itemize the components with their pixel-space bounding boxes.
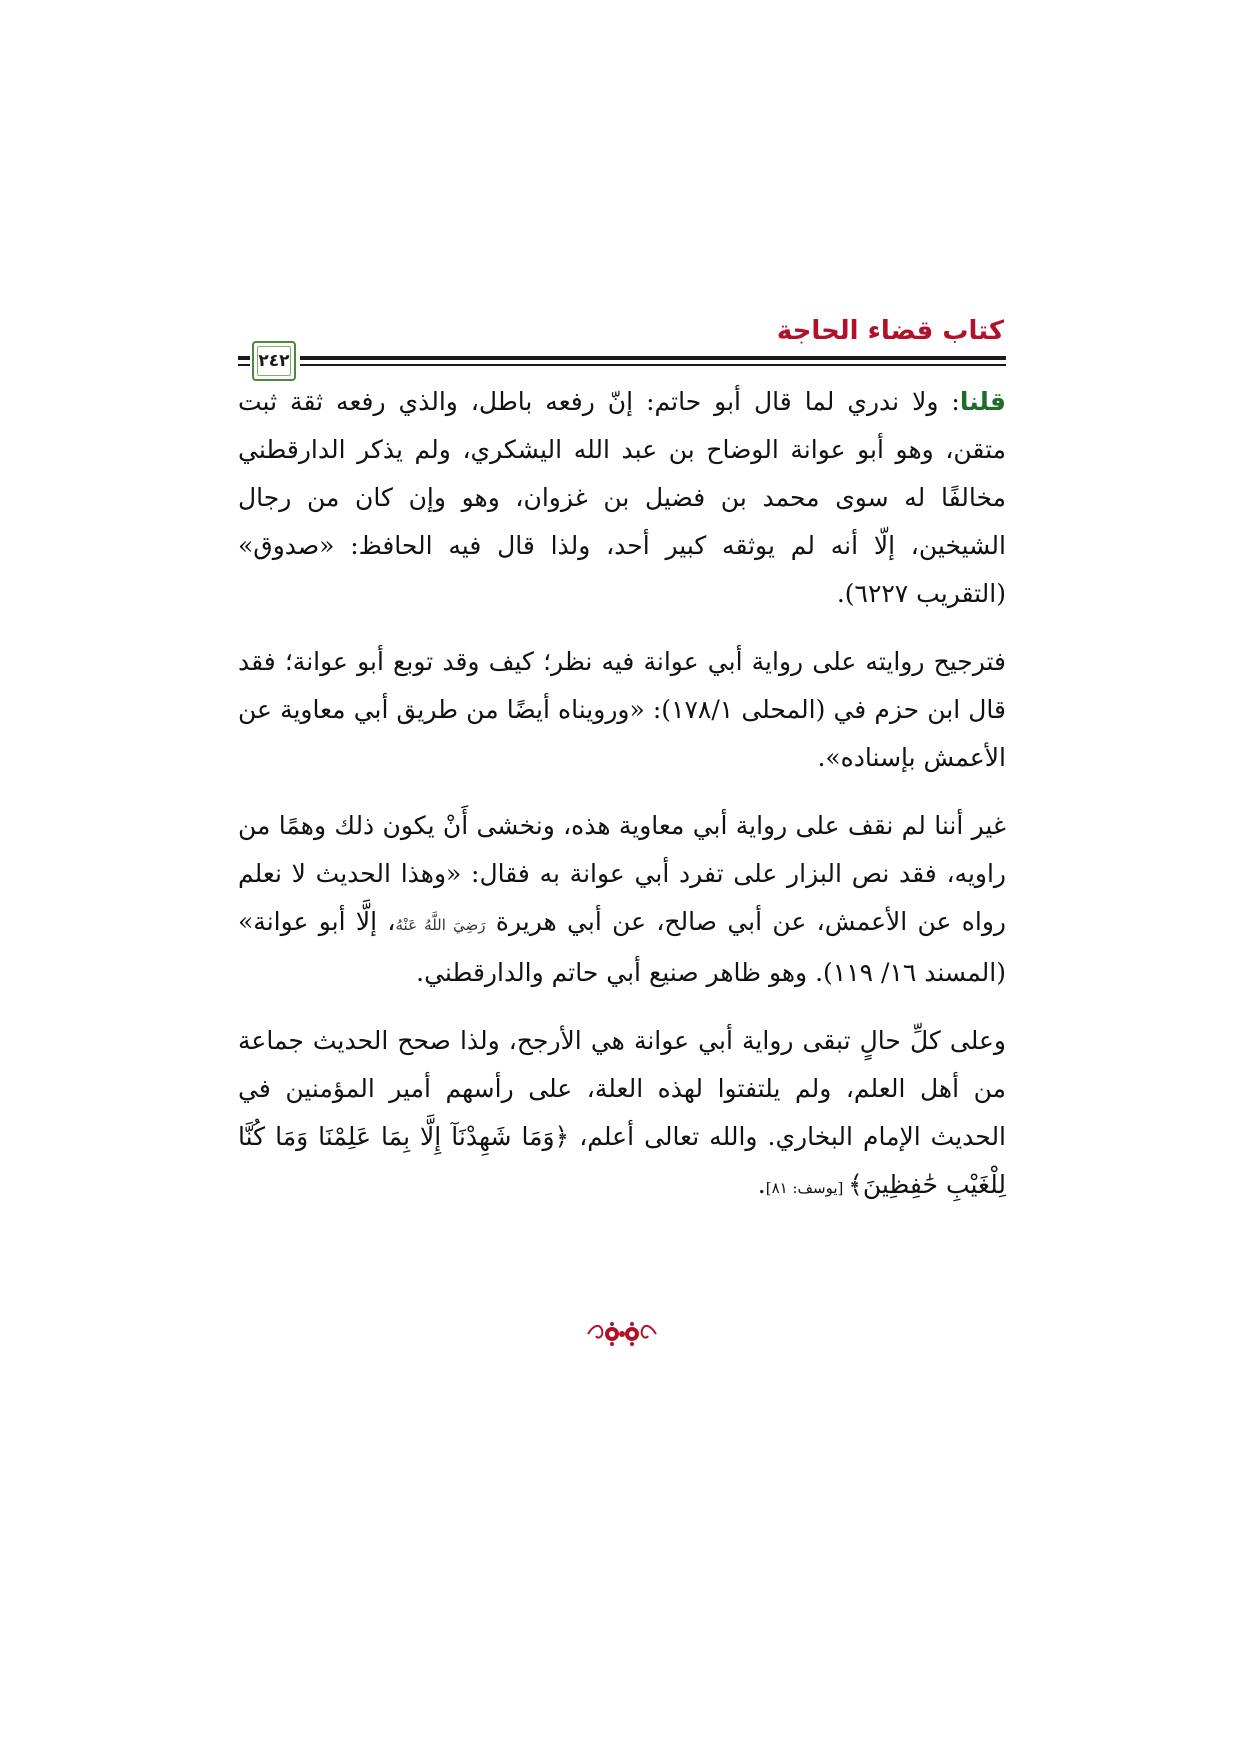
running-title: كتاب قضاء الحاجة xyxy=(776,316,1004,346)
paragraph-4 xyxy=(238,1017,1006,1212)
page-number-frame-icon xyxy=(252,341,296,381)
lead-word: قلنا xyxy=(959,387,1006,416)
paragraph-3-text-a: غير أننا لم نقف على رواية أبي معاوية هذه، ونخشى أَنْ يكون ذلك وهمًا من راويه، فقد نص البزار على تفرد أبي عوانة به فقال: «وهذا الحديث لا نعلم رواه عن الأعمش، عن أبي صالح، عن أبي هريرة xyxy=(238,811,1006,936)
header-rule-thick xyxy=(300,356,1006,360)
header-rule-thin xyxy=(300,364,1006,366)
paragraph-2: فترجيح روايته على رواية أبي عوانة فيه نظر؛ كيف وقد توبع أبو عوانة؛ فقد قال ابن حزم في (المحلى ١٧٨/١): «ورويناه أيضًا من طريق أبي معاوية عن الأعمش بإسناده». xyxy=(238,647,1006,772)
paragraph-1-text: : ولا ندري لما قال أبو حاتم: إنّ رفعه باطل، والذي رفعه ثقة ثبت متقن، وهو أبو عوانة الوضاح بن عبد الله اليشكري، ولم يذكر الدارقطني مخالفًا له سوى محمد بن فضيل بن غزوان، وهو وإن كان من رجال الشيخين، إلّا أنه لم يوثقه كبير أحد، ولذا قال فيه الحافظ: «صدوق» (التقريب ٦٢٢٧). xyxy=(238,387,1006,608)
page-number: ٢٤٢ xyxy=(258,350,290,371)
header-rule-left-thick xyxy=(238,356,250,360)
paragraph-3-text-b: ، إلَّا أبو عوانة» (المسند ١٦/ ١١٩). وهو ظاهر صنيع أبي حاتم والدارقطني. xyxy=(238,907,1006,987)
honorific-glyph: رَضِيَ اللَّهُ عَنْهُ xyxy=(395,916,486,934)
section-end-ornament-icon xyxy=(584,1316,660,1352)
quran-verse: ﴿وَمَا شَهِدْنَآ إِلَّا بِمَا عَلِمْنَا وَمَا كُنَّا لِلْغَيْبِ حَٰفِظِينَ﴾ xyxy=(238,1122,1006,1199)
header-rule-left-thin xyxy=(238,364,250,366)
verse-reference: [يوسف: ٨١] xyxy=(765,1179,849,1197)
paragraph-4-text: وعلى كلِّ حالٍ تبقى رواية أبي عوانة هي الأرجح، ولذا صحح الحديث جماعة من أهل العلم، ولم يلتفتوا لهذه العلة، على رأسهم أمير المؤمنين في الحديث الإمام البخاري. والله تعالى أعلم، xyxy=(238,1026,1007,1151)
paragraph-1 xyxy=(238,378,1006,618)
paragraph-4-end: . xyxy=(757,1170,766,1199)
body-text xyxy=(238,378,1006,1232)
paragraph-3 xyxy=(238,802,1006,997)
